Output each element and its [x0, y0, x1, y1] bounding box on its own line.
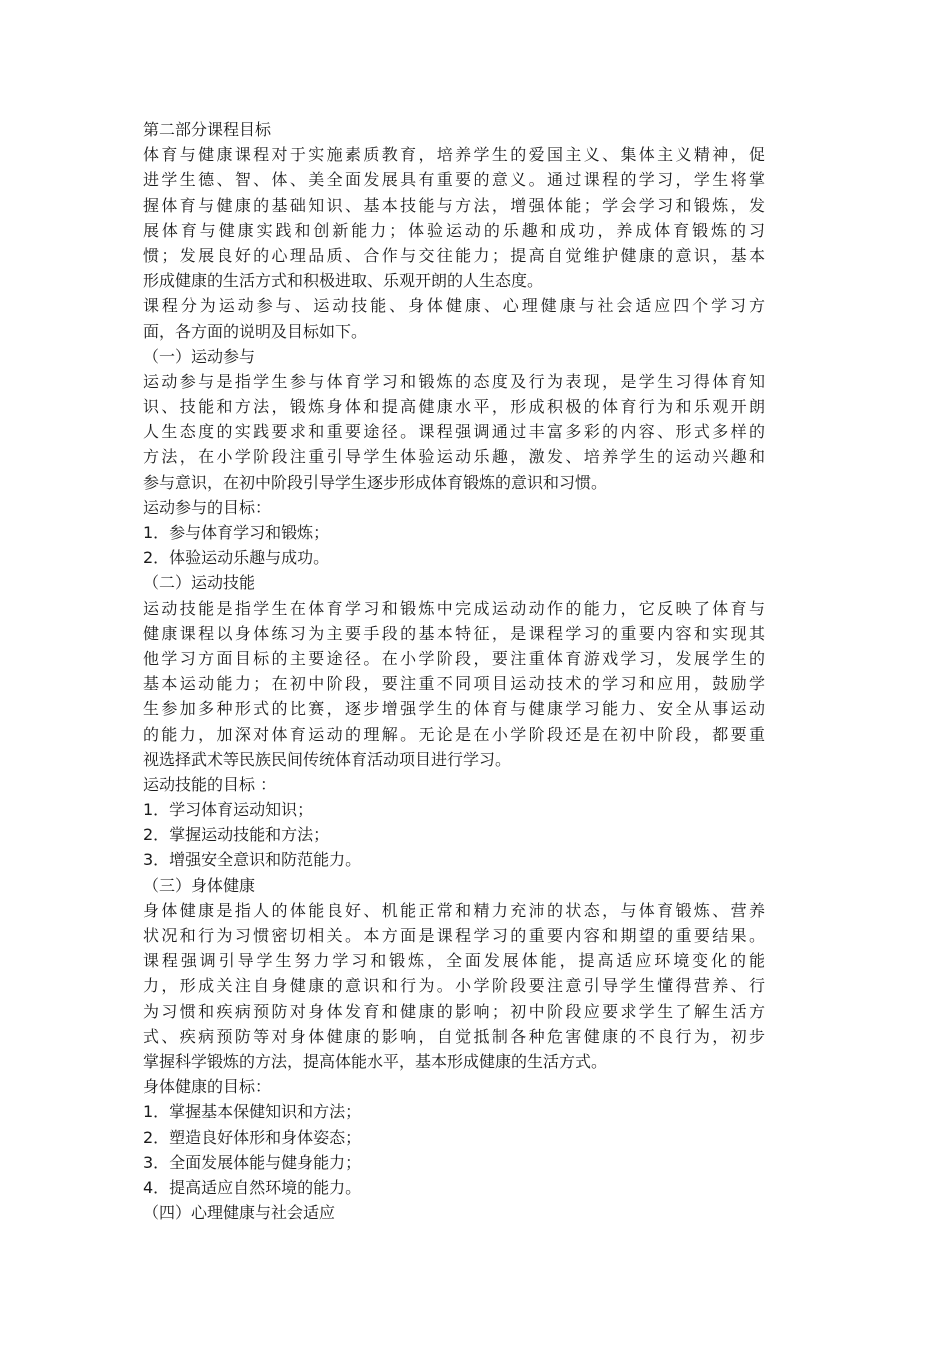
- paragraph-line: 课程强调引导学生努力学习和锻炼，全面发展体能，提高适应环境变化的能: [143, 951, 765, 971]
- goal-heading: 身体健康的目标：: [143, 1077, 272, 1097]
- paragraph-line: 参与意识，在初中阶段引导学生逐步形成体育锻炼的意识和习惯。: [143, 472, 608, 492]
- paragraph-line: 身体健康是指人的体能良好、机能正常和精力充沛的状态，与体育锻炼、营养: [143, 900, 765, 920]
- document-body: [143, 117, 765, 1225]
- list-item: 4．提高适应自然环境的能力。: [143, 1177, 362, 1197]
- section-heading: （二）运动技能: [143, 573, 256, 593]
- paragraph-line: 健康课程以身体练习为主要手段的基本特征，是课程学习的重要内容和实现其: [143, 623, 765, 643]
- paragraph-line: 运动参与是指学生参与体育学习和锻炼的态度及行为表现，是学生习得体育知: [143, 371, 765, 391]
- paragraph-line: 方法，在小学阶段注重引导学生体验运动乐趣，激发、培养学生的运动兴趣和: [143, 447, 765, 467]
- list-item: 2．掌握运动技能和方法；: [143, 825, 330, 845]
- paragraph-line: 人生态度的实践要求和重要途径。课程强调通过丰富多彩的内容、形式多样的: [143, 422, 765, 442]
- page-title: 第二部分课程目标: [143, 120, 272, 139]
- section-heading: （三）身体健康: [143, 875, 256, 895]
- paragraph-line: 运动技能是指学生在体育学习和锻炼中完成运动动作的能力，它反映了体育与: [143, 598, 765, 618]
- paragraph-line: 进学生德、智、体、美全面发展具有重要的意义。通过课程的学习，学生将掌: [143, 170, 765, 190]
- list-item: 1．参与体育学习和锻炼；: [143, 523, 330, 542]
- paragraph-line: 课程分为运动参与、运动技能、身体健康、心理健康与社会适应四个学习方: [143, 296, 765, 316]
- paragraph-line: 视选择武术等民族民间传统体育活动项目进行学习。: [143, 749, 512, 769]
- list-item: 3．增强安全意识和防范能力。: [143, 850, 362, 870]
- paragraph-line: 的能力，加深对体育运动的理解。无论是在小学阶段还是在初中阶段，都要重: [143, 724, 765, 744]
- goal-heading: 运动参与的目标：: [143, 497, 272, 517]
- paragraph-line: 掌握科学锻炼的方法，提高体能水平，基本形成健康的生活方式。: [143, 1051, 608, 1071]
- paragraph-line: 基本运动能力；在初中阶段，要注重不同项目运动技术的学习和应用，鼓励学: [143, 674, 765, 694]
- goal-heading: 运动技能的目标 ：: [143, 774, 277, 794]
- paragraph-line: 力，形成关注自身健康的意识和行为。小学阶段要注意引导学生懂得营养、行: [143, 976, 765, 996]
- section-heading: （一）运动参与: [143, 346, 256, 366]
- paragraph-line: 体育与健康课程对于实施素质教育，培养学生的爱国主义、集体主义精神，促: [143, 145, 765, 165]
- paragraph-line: 状况和行为习惯密切相关。本方面是课程学习的重要内容和期望的重要结果。: [143, 926, 765, 945]
- list-item: 3．全面发展体能与健身能力；: [143, 1152, 362, 1172]
- paragraph-line: 惯；发展良好的心理品质、合作与交往能力；提高自觉维护健康的意识，基本: [143, 245, 765, 265]
- list-item: 1．学习体育运动知识；: [143, 800, 314, 820]
- paragraph-line: 展体育与健康实践和创新能力；体验运动的乐趣和成功，养成体育锻炼的习: [143, 220, 765, 240]
- list-item: 1．掌握基本保健知识和方法；: [143, 1102, 362, 1122]
- paragraph-line: 面，各方面的说明及目标如下。: [143, 321, 368, 341]
- paragraph-line: 生参加多种形式的比赛，逐步增强学生的体育与健康学习能力、安全从事运动: [143, 699, 765, 719]
- paragraph-line: 式、疾病预防等对身体健康的影响，自觉抵制各种危害健康的不良行为，初步: [143, 1026, 765, 1046]
- paragraph-line: 为习惯和疾病预防对身体发育和健康的影响；初中阶段应要求学生了解生活方: [143, 1001, 765, 1021]
- paragraph-line: 形成健康的生活方式和积极进取、乐观开朗的人生态度。: [143, 271, 544, 291]
- section-heading: （四）心理健康与社会适应: [143, 1203, 336, 1223]
- paragraph-line: 握体育与健康的基础知识、基本技能与方法，增强体能；学会学习和锻炼，发: [143, 195, 765, 215]
- paragraph-line: 他学习方面目标的主要途径。在小学阶段，要注重体育游戏学习，发展学生的: [143, 648, 765, 668]
- list-item: 2．体验运动乐趣与成功。: [143, 548, 330, 568]
- paragraph-line: 识、技能和方法，锻炼身体和提高健康水平，形成积极的体育行为和乐观开朗: [143, 397, 765, 417]
- list-item: 2．塑造良好体形和身体姿态；: [143, 1127, 362, 1147]
